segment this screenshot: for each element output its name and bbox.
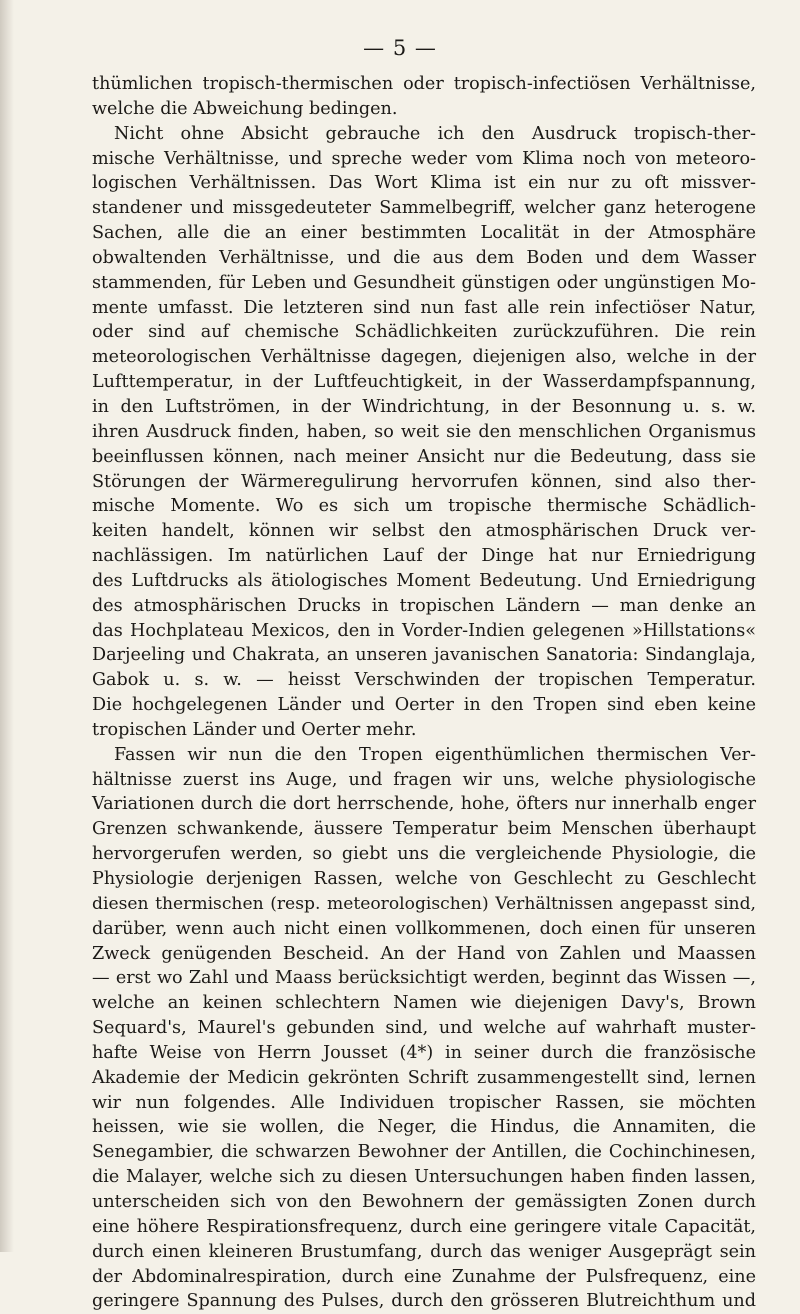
- text-line: des Luftdrucks als ätiologisches Moment Bedeutung. Und Erniedrigung: [92, 570, 756, 591]
- text-line: — erst wo Zahl und Maass berücksichtigt werden, beginnt das Wissen —,: [92, 968, 756, 989]
- text-line: die Malayer, welche sich zu diesen Untersuchungen haben finden lassen,: [92, 1167, 756, 1188]
- text-line: nachlässigen. Im natürlichen Lauf der Dinge hat nur Erniedrigung: [92, 546, 756, 567]
- text-line: hafte Weise von Herrn Jousset (4*) in seiner durch die französische: [92, 1042, 756, 1063]
- text-line: stammenden, für Leben und Gesundheit günstigen oder ungünstigen Mo-: [92, 272, 756, 293]
- text-line: mische Verhältnisse, und spreche weder vom Klima noch von meteoro-: [92, 148, 756, 169]
- text-line: heissen, wie sie wollen, die Neger, die Hindus, die Annamiten, die: [92, 1117, 756, 1138]
- text-line: durch einen kleineren Brustumfang, durch das weniger Ausgeprägt sein: [92, 1241, 756, 1262]
- text-line: mente umfasst. Die letzteren sind nun fast alle rein infectiöser Natur,: [92, 297, 756, 318]
- text-line: oder sind auf chemische Schädlichkeiten zurückzuführen. Die rein: [92, 322, 756, 343]
- text-line: das Hochplateau Mexicos, den in Vorder-Indien gelegenen »Hillstations«: [92, 620, 756, 641]
- text-line: Gabok u. s. w. — heisst Verschwinden der tropischen Temperatur.: [92, 670, 756, 691]
- text-line: Sequard's, Maurel's gebunden sind, und welche auf wahrhaft muster-: [92, 1018, 756, 1039]
- text-line: Nicht ohne Absicht gebrauche ich den Ausdruck tropisch-ther-: [114, 123, 756, 144]
- text-line: Fassen wir nun die den Tropen eigenthümlichen thermischen Ver-: [114, 744, 756, 765]
- text-line: darüber, wenn auch nicht einen vollkommenen, doch einen für unseren: [92, 918, 756, 939]
- body-text: [92, 72, 756, 1314]
- text-line: Physiologie derjenigen Rassen, welche von Geschlecht zu Geschlecht: [92, 869, 756, 889]
- text-line: welche die Abweichung bedingen.: [92, 98, 398, 119]
- text-line: welche an keinen schlechtern Namen wie diejenigen Davy's, Brown: [92, 993, 756, 1014]
- text-line: diesen thermischen (resp. meteorologischen) Verhältnissen angepasst sind,: [92, 893, 756, 914]
- text-line: thümlichen tropisch-thermischen oder tropisch-infectiösen Verhältnisse,: [92, 74, 756, 94]
- text-line: mische Momente. Wo es sich um tropische thermische Schädlich-: [92, 496, 756, 517]
- text-line: hältnisse zuerst ins Auge, und fragen wir uns, welche physiologische: [92, 769, 756, 790]
- text-line: Störungen der Wärmeregulirung hervorrufen können, sind also ther-: [92, 471, 756, 492]
- text-line: keiten handelt, können wir selbst den atmosphärischen Druck ver-: [92, 521, 756, 542]
- text-line: eine höhere Respirationsfrequenz, durch eine geringere vitale Capacität,: [92, 1216, 756, 1237]
- text-line: geringere Spannung des Pulses, durch den grösseren Blutreichthum und: [92, 1291, 756, 1312]
- text-line: Darjeeling und Chakrata, an unseren javanischen Sanatoria: Sindanglaja,: [92, 645, 756, 666]
- text-line: Sachen, alle die an einer bestimmten Localität in der Atmosphäre: [92, 223, 756, 244]
- text-line: ihren Ausdruck finden, haben, so weit sie den menschlichen Organismus: [92, 421, 756, 442]
- text-line: Grenzen schwankende, äussere Temperatur beim Menschen überhaupt: [92, 819, 756, 840]
- text-line: logischen Verhältnissen. Das Wort Klima ist ein nur zu oft missver-: [92, 173, 756, 194]
- text-line: in den Luftströmen, in der Windrichtung, in der Besonnung u. s. w.: [92, 396, 756, 417]
- text-line: tropischen Länder und Oerter mehr.: [92, 719, 417, 740]
- text-line: Lufttemperatur, in der Luftfeuchtigkeit, in der Wasserdampfspannung,: [92, 372, 756, 393]
- text-line: Akademie der Medicin gekrönten Schrift zusammengestellt sind, lernen: [92, 1067, 756, 1088]
- text-line: meteorologischen Verhältnisse dagegen, diejenigen also, welche in der: [92, 347, 756, 368]
- page-number: — 5 —: [363, 36, 437, 60]
- text-line: obwaltenden Verhältnisse, und die aus dem Boden und dem Wasser: [92, 247, 756, 268]
- text-line: Zweck genügenden Bescheid. An der Hand von Zahlen und Maassen: [92, 943, 756, 964]
- text-line: Variationen durch die dort herrschende, hohe, öfters nur innerhalb enger: [92, 794, 756, 815]
- text-line: der Abdominalrespiration, durch eine Zunahme der Pulsfrequenz, eine: [92, 1266, 756, 1287]
- text-line: beeinflussen können, nach meiner Ansicht nur die Bedeutung, dass sie: [92, 446, 756, 467]
- text-line: des atmosphärischen Drucks in tropischen Ländern — man denke an: [92, 595, 756, 616]
- page-gutter-shadow: [0, 0, 14, 1252]
- text-line: standener und missgedeuteter Sammelbegriff, welcher ganz heterogene: [92, 198, 756, 219]
- text-line: Senegambier, die schwarzen Bewohner der Antillen, die Cochinchinesen,: [92, 1142, 756, 1163]
- text-line: hervorgerufen werden, so giebt uns die vergleichende Physiologie, die: [92, 844, 756, 865]
- text-line: wir nun folgendes. Alle Individuen tropischer Rassen, sie möchten: [92, 1092, 756, 1113]
- text-line: unterscheiden sich von den Bewohnern der gemässigten Zonen durch: [92, 1191, 756, 1212]
- text-line: Die hochgelegenen Länder und Oerter in den Tropen sind eben keine: [92, 695, 756, 716]
